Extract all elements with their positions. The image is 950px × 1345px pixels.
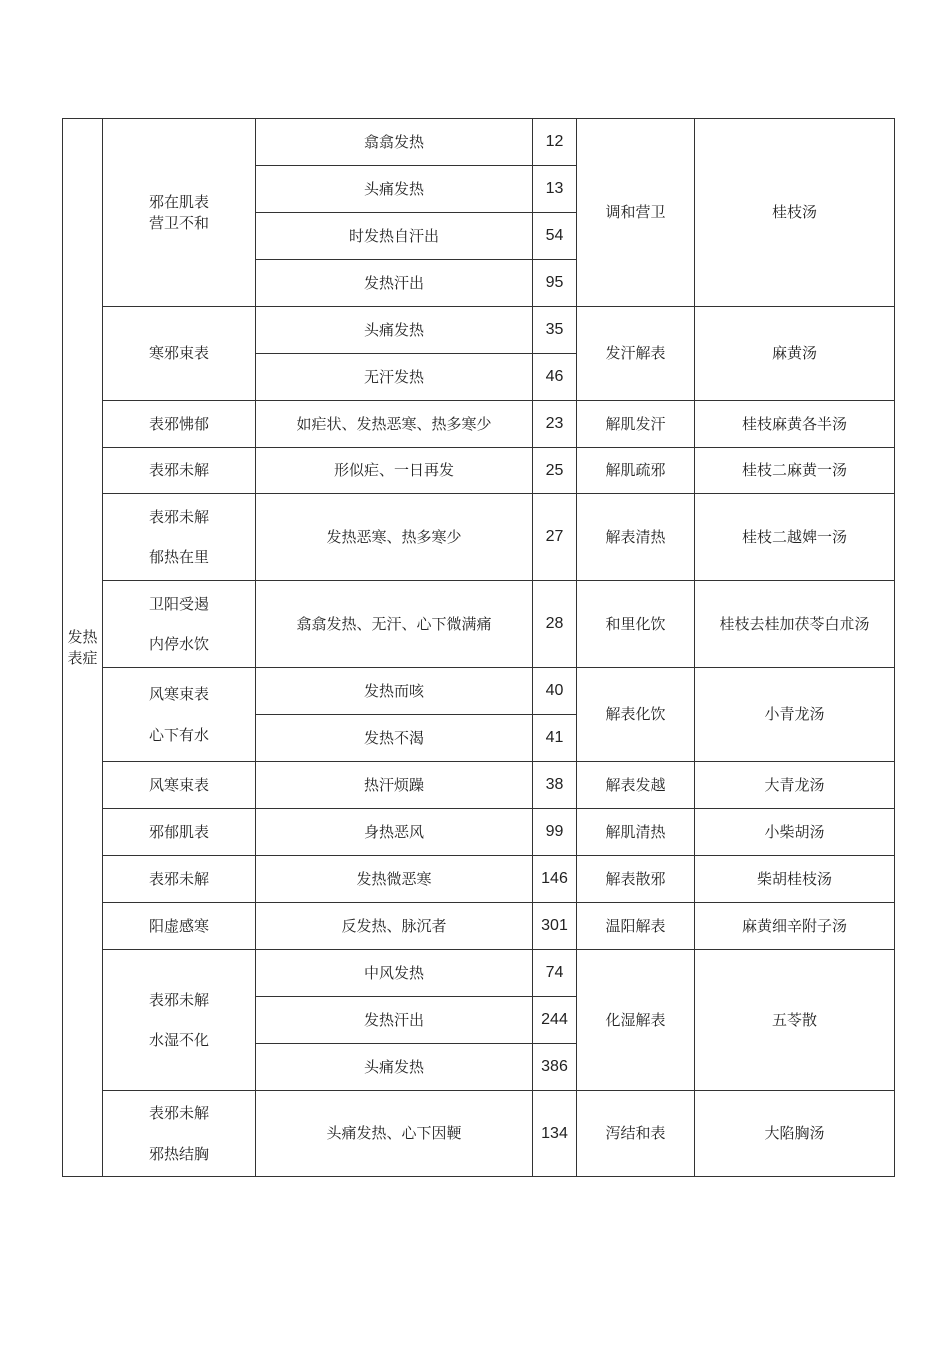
mechanism-line: 风寒束表	[148, 685, 209, 704]
table-row	[63, 762, 895, 809]
mechanism-cell	[103, 401, 256, 448]
method-cell: 解表散邪	[577, 856, 695, 903]
mechanism-line: 邪郁肌表	[148, 822, 209, 841]
table-row	[63, 809, 895, 856]
mechanism-line: 阳虚感寒	[148, 916, 209, 935]
sign-cell: 翕翕发热	[256, 119, 533, 166]
mechanism-cell	[103, 581, 256, 668]
sign-cell: 头痛发热	[256, 307, 533, 354]
mechanism-cell	[103, 950, 256, 1091]
sign-cell: 发热恶寒、热多寒少	[256, 494, 533, 581]
mechanism-line: 水湿不化	[148, 1031, 209, 1049]
clause-number-cell: 13	[533, 166, 577, 213]
clause-number-cell: 23	[533, 401, 577, 448]
clause-number-cell: 386	[533, 1044, 577, 1091]
formula-cell: 五苓散	[695, 950, 895, 1091]
method-cell: 解表发越	[577, 762, 695, 809]
method-cell: 调和营卫	[577, 119, 695, 307]
mechanism-cell	[103, 856, 256, 903]
method-cell: 解肌发汗	[577, 401, 695, 448]
clause-number-cell: 38	[533, 762, 577, 809]
sign-cell: 头痛发热	[256, 166, 533, 213]
method-cell: 解肌疏邪	[577, 448, 695, 494]
sign-cell: 如疟状、发热恶寒、热多寒少	[256, 401, 533, 448]
table-row	[63, 668, 895, 715]
table-row	[63, 307, 895, 354]
method-cell: 解表化饮	[577, 668, 695, 762]
clause-number-cell: 134	[533, 1091, 577, 1177]
method-cell: 和里化饮	[577, 581, 695, 668]
sign-cell: 发热汗出	[256, 997, 533, 1044]
formula-cell: 小青龙汤	[695, 668, 895, 762]
mechanism-line: 内停水饮	[148, 635, 209, 653]
mechanism-line: 寒邪束表	[148, 344, 209, 363]
mechanism-line: 邪热结胸	[148, 1144, 209, 1163]
method-cell: 温阳解表	[577, 903, 695, 950]
sign-cell: 身热恶风	[256, 809, 533, 856]
table-row	[63, 950, 895, 997]
table-row	[63, 448, 895, 494]
table-body	[63, 119, 895, 1177]
sign-cell: 反发热、脉沉者	[256, 903, 533, 950]
sign-cell: 发热而咳	[256, 668, 533, 715]
sign-cell: 发热汗出	[256, 260, 533, 307]
clause-number-cell: 25	[533, 448, 577, 494]
sign-cell: 时发热自汗出	[256, 213, 533, 260]
method-cell: 泻结和表	[577, 1091, 695, 1177]
table-row	[63, 903, 895, 950]
method-cell: 化湿解表	[577, 950, 695, 1091]
clause-number-cell: 27	[533, 494, 577, 581]
clause-number-cell: 40	[533, 668, 577, 715]
sign-cell: 热汗烦躁	[256, 762, 533, 809]
mechanism-cell	[103, 1091, 256, 1177]
sign-cell: 翕翕发热、无汗、心下微满痛	[256, 581, 533, 668]
table-row	[63, 856, 895, 903]
table-row	[63, 494, 895, 581]
sign-cell: 发热不渴	[256, 715, 533, 762]
formula-cell: 桂枝麻黄各半汤	[695, 401, 895, 448]
mechanism-cell	[103, 307, 256, 401]
sign-cell: 头痛发热、心下因鞕	[256, 1091, 533, 1177]
table-row	[63, 119, 895, 166]
formula-cell: 柴胡桂枝汤	[695, 856, 895, 903]
mechanism-line: 风寒束表	[148, 775, 209, 794]
category-cell: 发热表症	[63, 119, 103, 1177]
mechanism-line: 表邪未解	[148, 869, 209, 888]
formula-cell: 桂枝二麻黄一汤	[695, 448, 895, 494]
sign-cell: 中风发热	[256, 950, 533, 997]
table-row	[63, 401, 895, 448]
method-cell: 解表清热	[577, 494, 695, 581]
sign-cell: 发热微恶寒	[256, 856, 533, 903]
formula-cell: 大陷胸汤	[695, 1091, 895, 1177]
clause-number-cell: 54	[533, 213, 577, 260]
sign-cell: 形似疟、一日再发	[256, 448, 533, 494]
mechanism-cell	[103, 809, 256, 856]
mechanism-cell	[103, 903, 256, 950]
symptom-table	[62, 118, 895, 1177]
formula-cell: 麻黄细辛附子汤	[695, 903, 895, 950]
mechanism-line: 郁热在里	[148, 548, 209, 566]
mechanism-line: 邪在肌表	[148, 193, 209, 212]
mechanism-cell	[103, 119, 256, 307]
clause-number-cell: 12	[533, 119, 577, 166]
formula-cell: 桂枝二越婢一汤	[695, 494, 895, 581]
clause-number-cell: 99	[533, 809, 577, 856]
table-row	[63, 1091, 895, 1177]
mechanism-cell	[103, 494, 256, 581]
sign-cell: 无汗发热	[256, 354, 533, 401]
mechanism-line: 表邪未解	[148, 1104, 209, 1123]
mechanism-line: 卫阳受遏	[148, 594, 209, 613]
formula-cell: 小柴胡汤	[695, 809, 895, 856]
clause-number-cell: 46	[533, 354, 577, 401]
method-cell: 发汗解表	[577, 307, 695, 401]
mechanism-line: 表邪未解	[148, 461, 209, 480]
clause-number-cell: 74	[533, 950, 577, 997]
mechanism-cell	[103, 762, 256, 809]
mechanism-cell	[103, 668, 256, 762]
mechanism-line: 表邪未解	[148, 990, 209, 1009]
table-row	[63, 581, 895, 668]
clause-number-cell: 146	[533, 856, 577, 903]
clause-number-cell: 28	[533, 581, 577, 668]
clause-number-cell: 41	[533, 715, 577, 762]
formula-cell: 桂枝汤	[695, 119, 895, 307]
clause-number-cell: 244	[533, 997, 577, 1044]
mechanism-cell	[103, 448, 256, 494]
mechanism-line: 心下有水	[148, 725, 209, 744]
mechanism-line: 表邪未解	[148, 507, 209, 526]
clause-number-cell: 301	[533, 903, 577, 950]
formula-cell: 麻黄汤	[695, 307, 895, 401]
clause-number-cell: 35	[533, 307, 577, 354]
sign-cell: 头痛发热	[256, 1044, 533, 1091]
clause-number-cell: 95	[533, 260, 577, 307]
formula-cell: 桂枝去桂加茯苓白朮汤	[695, 581, 895, 668]
mechanism-line: 表邪怫郁	[148, 414, 209, 433]
mechanism-line: 营卫不和	[148, 213, 209, 232]
method-cell: 解肌清热	[577, 809, 695, 856]
formula-cell: 大青龙汤	[695, 762, 895, 809]
